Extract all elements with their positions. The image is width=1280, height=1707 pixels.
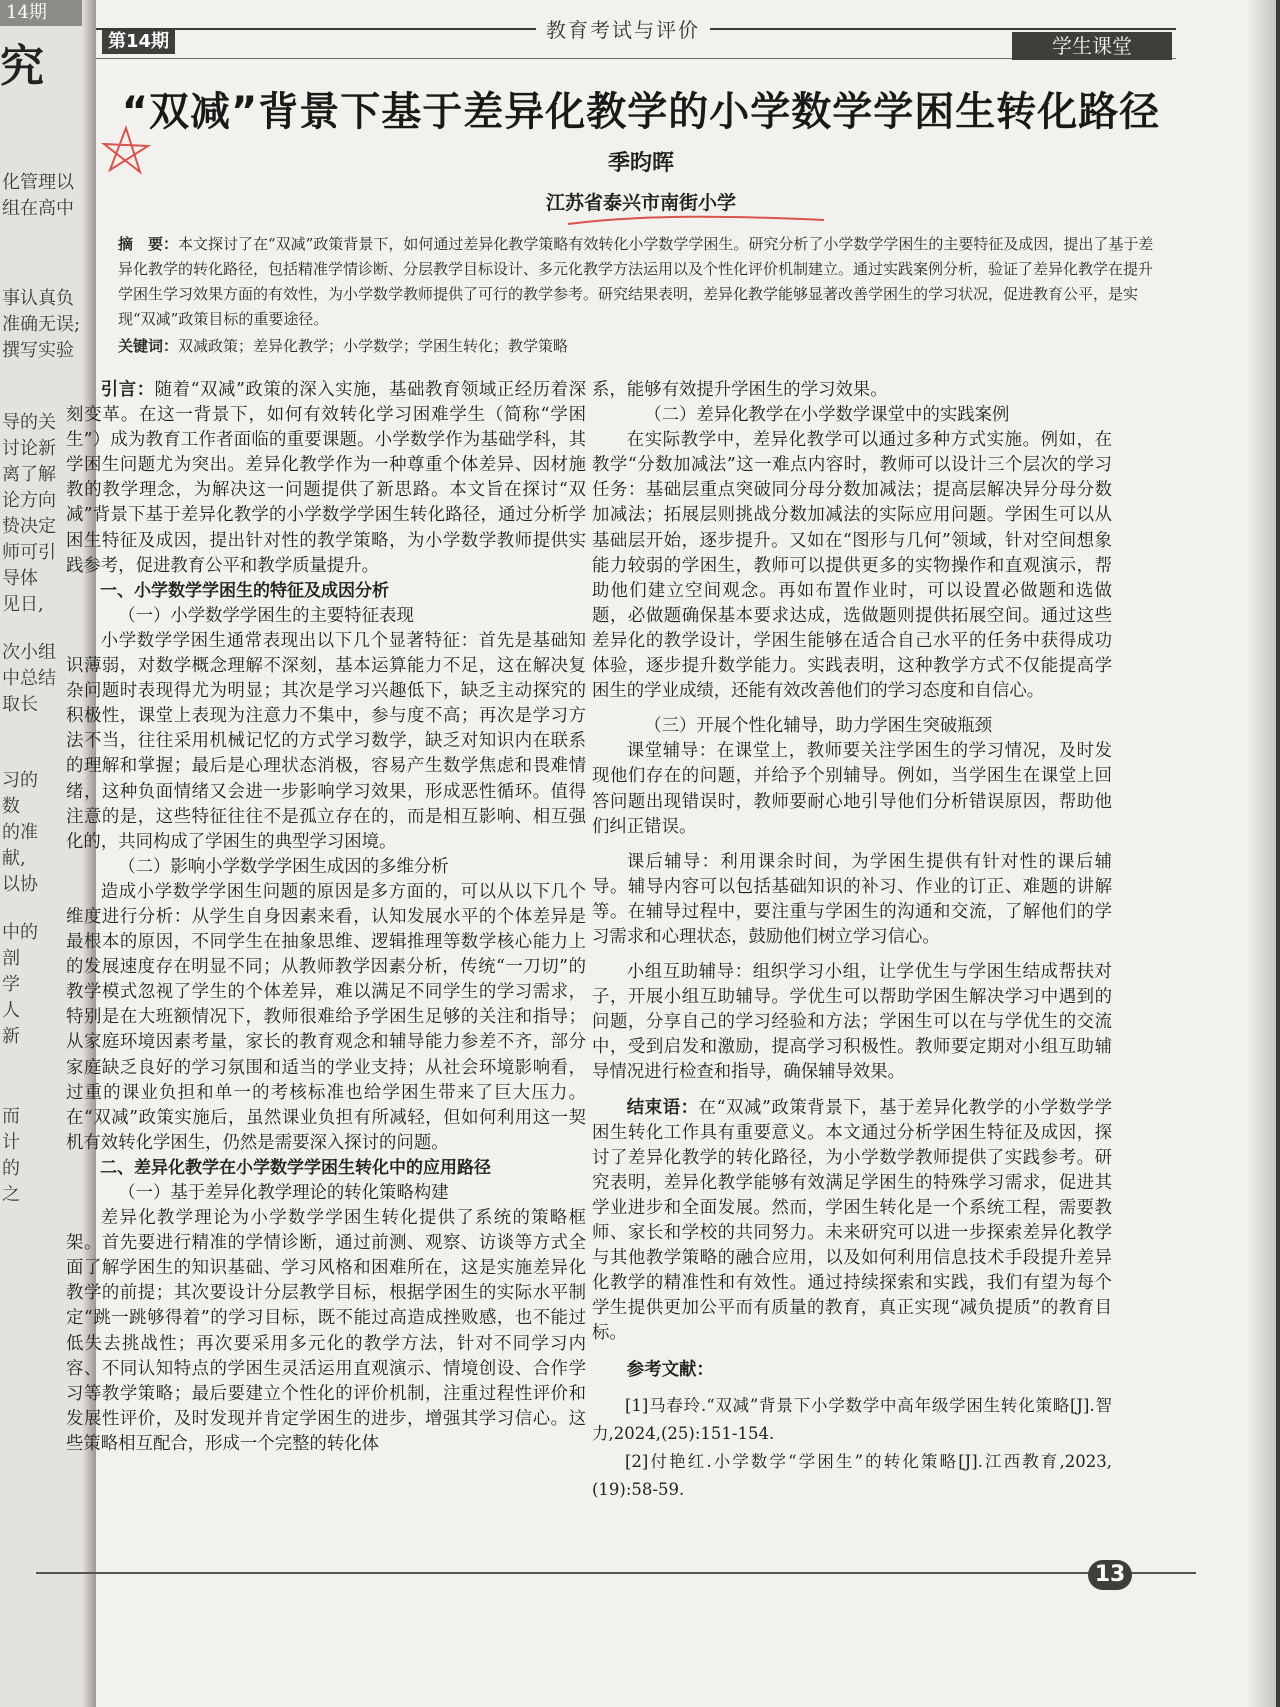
intro-label: 引言： [100,380,155,400]
subsection-heading-2-1: （一）基于差异化教学理论的转化策略构建 [118,1183,449,1203]
section-heading-1: 一、小学数学学困生的特征及成因分析 [100,580,389,601]
issue-badge: 第14期 [102,30,175,54]
previous-text-fragment: 人 [2,1000,20,1021]
handwritten-underline-mark [566,212,826,228]
author-name: 季昀晖 [607,151,674,176]
body-column-right [592,378,1112,1504]
previous-text-fragment: 导的关 [2,412,56,433]
subsection-heading-2-3: （三）开展个性化辅导，助力学困生突破瓶颈 [644,716,993,737]
previous-text-fragment: 以协 [2,874,38,895]
previous-text-fragment: 之 [2,1184,20,1205]
previous-issue-tab: 14期 [0,0,84,26]
section-heading-2: 二、差异化教学在小学数学学困生转化中的应用路径 [100,1157,491,1178]
intro-paragraph [66,378,586,579]
previous-text-fragment: 习的 [2,770,38,791]
previous-title-fragment: 究 [0,41,44,92]
previous-text-fragment: 中总结 [2,668,56,689]
journal-name: 教育考试与评价 [536,14,710,43]
previous-text-fragment: 次小组 [2,642,56,663]
subsection-heading-1-1: （一）小学数学学困生的主要特征表现 [118,605,414,626]
paragraph-causes: 造成小学数学学困生问题的原因是多方面的，可以从以下几个维度进行分析：从学生自身因素来看，认知发展水平的个体差异是最根本的原因，不同学生在抽象思维、逻辑推理等数学核心能力上的发展速度存在明显不同；从教师教学因素分析，传统“一刀切”的教学模式忽视了学生的个体差异，难以满足不同学生的学习需求，特别是在大班额情况下，教师很难给予学困生足够的关注和指导；从家庭环境因素考量，家长的教育观念和辅导能力参差不齐，部分家庭缺乏良好的学习氛围和适当的学业支持；从社会环境影响看，过重的课业负担和单一的考核标准也给学困生带来了巨大压力。在“双减”政策实施后，虽然课业负担有所减轻，但如何利用这一契机有效转化学困生，仍然是需要深入探讨的问题。 [66,881,586,1153]
previous-text-fragment: 讨论新 [2,438,56,459]
previous-text-fragment: 化管理以 [2,172,74,193]
subsection-heading-1-2: （二）影响小学数学学困生成因的多维分析 [118,856,449,877]
paragraph-after-class-tutoring: 课后辅导：利用课余时间，为学困生提供有针对性的课后辅导。辅导内容可以包括基础知识的补习、作业的订正、难题的讲解等。在辅导过程中，要注重与学困生的沟通和交流，了解他们的学习需求和心理状态，鼓励他们树立学习信心。 [592,851,1112,947]
previous-text-fragment: 师可引 [2,542,56,563]
references-heading: 参考文献： [626,1360,714,1381]
page-number: 13 [1088,1560,1132,1590]
page-edge-shadow [1246,0,1276,1707]
previous-text-fragment: 贽决定 [2,516,56,537]
article-title: “双减”背景下基于差异化教学的小学数学学困生转化路径 [121,89,1161,135]
previous-text-fragment: 中的 [2,922,38,943]
previous-text-fragment: 离了解 [2,464,56,485]
previous-text-fragment: 计 [2,1132,20,1153]
article-page [66,0,1276,1707]
intro-text: 随着“双减”政策的深入实施，基础教育领域正经历着深刻变革。在这一背景下，如何有效转化学习困难学生（简称“学困生”）成为教育工作者面临的重要课题。小学数学作为基础学科，其学困生问题尤为突出。差异化教学作为一种尊重个体差异、因材施教的教学理念，为解决这一问题提供了新思路。本文旨在探讨“双减”背景下基于差异化教学的小学数学学困生转化路径，通过分析学困生特征及成因，提出针对性的教学策略，为小学数学教师提供实践参考，促进教育公平和教学质量提升。 [66,380,586,576]
subsection-heading-2-2: （二）差异化教学在小学数学课堂中的实践案例 [644,405,1010,426]
footer-rule [36,1572,1196,1574]
previous-text-fragment: 事认真负 [2,288,74,309]
body-column-left [66,378,586,1457]
keywords-text: 双减政策；差异化教学；小学数学；学困生转化；教学策略 [178,337,569,355]
previous-text-fragment: 撰写实验 [2,340,74,361]
paragraph-strategy: 差异化教学理论为小学数学学困生转化提供了系统的策略框架。首先要进行精准的学情诊断，通过前测、观察、访谈等方式全面了解学困生的知识基础、学习风格和困难所在，这是实施差异化教学的前提；其次要设计分层教学目标，根据学困生的实际水平制定“跳一跳够得着”的学习目标，既不能过高造成挫败感，也不能过低失去挑战性；再次要采用多元化的教学方法，针对不同学习内容、不同认知特点的学困生灵活运用直观演示、情境创设、合作学习等教学策略；最后要建立个性化的评价机制，注重过程性评价和发展性评价，及时发现并肯定学困生的进步，增强其学习信心。这些策略相互配合，形成一个完整的转化体 [66,1208,586,1454]
previous-text-fragment: 准确无误; [2,314,81,335]
previous-text-fragment: 组在高中 [2,198,74,219]
reference-item-2: [2]付艳红.小学数学“学困生”的转化策略[J].江西教育,2023,(19):58-59. [592,1451,1112,1499]
previous-text-fragment: 数 [2,796,20,817]
keywords [118,334,1158,358]
previous-text-fragment: 剖 [2,948,20,969]
paragraph-group-tutoring: 小组互助辅导：组织学习小组，让学优生与学困生结成帮扶对子，开展小组互助辅导。学优生可以帮助学困生解决学习中遇到的问题，分享自己的学习经验和方法；学困生可以在与学优生的交流中，受到启发和激励，提高学习积极性。教师要定期对小组互助辅导情况进行检查和指导，确保辅导效果。 [592,962,1112,1083]
paragraph-class-tutoring: 课堂辅导：在课堂上，教师要关注学困生的学习情况，及时发现他们存在的问题，并给予个别辅导。例如，当学困生在课堂上回答问题出现错误时，教师要耐心地引导他们分析错误原因，帮助他们纠正错误。 [592,741,1112,837]
reference-item-1: [1]马春玲.“双减”背景下小学数学中高年级学困生转化策略[J].智力,2024,(25):151-154. [592,1395,1112,1443]
previous-text-fragment: 的准 [2,822,38,843]
abstract-label: 摘 要： [118,235,179,253]
keywords-label: 关键词： [118,337,179,355]
author-affiliation: 江苏省泰兴市南街小学 [545,192,736,214]
previous-text-fragment: 取长 [2,694,38,715]
paragraph-cases: 在实际教学中，差异化教学可以通过多种方式实施。例如，在教学“分数加减法”这一难点内容时，教师可以设计三个层次的学习任务：基础层重点突破同分母分数加减法；提高层解决异分母分数加减法；拓展层则挑战分数加减法的实际应用问题。学困生可以从基础层开始，逐步提升。又如在“图形与几何”领域，针对空间想象能力较弱的学困生，教师可以提供更多的实物操作和直观演示，帮助他们建立空间观念。再如布置作业时，可以设置必做题和选做题，必做题确保基本要求达成，选做题则提供拓展空间。通过这些差异化的教学设计，学困生能够在适合自己水平的任务中获得成功体验，逐步提升数学能力。实践表明，这种教学方式不仅能提高学困生的学业成绩，还能有效改善他们的学习态度和自信心。 [592,430,1112,702]
abstract [118,232,1158,332]
previous-text-fragment: 献, [2,848,26,869]
previous-text-fragment: 见日, [2,594,44,615]
previous-text-fragment: 而 [2,1106,20,1127]
conclusion-label: 结束语： [626,1097,699,1118]
previous-text-fragment: 论方向 [2,490,56,511]
previous-text-fragment: 导体 [2,568,38,589]
conclusion-paragraph [592,1096,1112,1347]
previous-text-fragment: 的 [2,1158,20,1179]
paragraph-features: 小学数学学困生通常表现出以下几个显著特征：首先是基础知识薄弱，对数学概念理解不深刻，基本运算能力不足，这在解决复杂问题时表现得尤为明显；其次是学习兴趣低下，缺乏主动探究的积极性，课堂上表现为注意力不集中，参与度不高；再次是学习方法不当，往往采用机械记忆的方式学习数学，缺乏对知识内在联系的理解和掌握；最后是心理状态消极，容易产生数学焦虑和畏难情绪，这种负面情绪又会进一步影响学习效果，形成恶性循环。值得注意的是，这些特征往往不是孤立存在的，而是相互影响、相互强化的，共同构成了学困生的典型学习困境。 [66,630,586,852]
section-label: 学生课堂 [1012,32,1172,60]
conclusion-text: 在“双减”政策背景下，基于差异化教学的小学数学学困生转化工作具有重要意义。本文通过分析学困生特征及成因，探讨了差异化教学的转化路径，为小学数学教师提供了实践参考。研究表明，差异化教学能够有效满足学困生的特殊学习需求，促进其学业进步和全面发展。然而，学困生转化是一个系统工程，需要教师、家长和学校的共同努力。未来研究可以进一步探索差异化教学与其他教学策略的融合应用，以及如何利用信息技术手段提升差异化教学的精准性和有效性。通过持续探索和实践，我们有望为每个学生提供更加公平而有质量的教育，真正实现“减负提质”的教育目标。 [592,1097,1112,1344]
previous-text-fragment: 新 [2,1026,20,1047]
paragraph-continuation: 系，能够有效提升学困生的学习效果。 [592,380,888,400]
abstract-text: 本文探讨了在“双减”政策背景下，如何通过差异化教学策略有效转化小学数学学困生。研究分析了小学数学学困生的主要特征及成因，提出了基于差异化教学的转化路径，包括精准学情诊断、分层教学目标设计、多元化教学方法运用以及个性化评价机制建立。通过实践案例分析，验证了差异化教学在提升学困生学习效果方面的有效性，为小学数学教师提供了可行的教学参考。研究结果表明，差异化教学能够显著改善学困生的学习状况，促进教育公平，是实现“双减”政策目标的重要途径。 [118,235,1154,328]
previous-text-fragment: 学 [2,974,20,995]
